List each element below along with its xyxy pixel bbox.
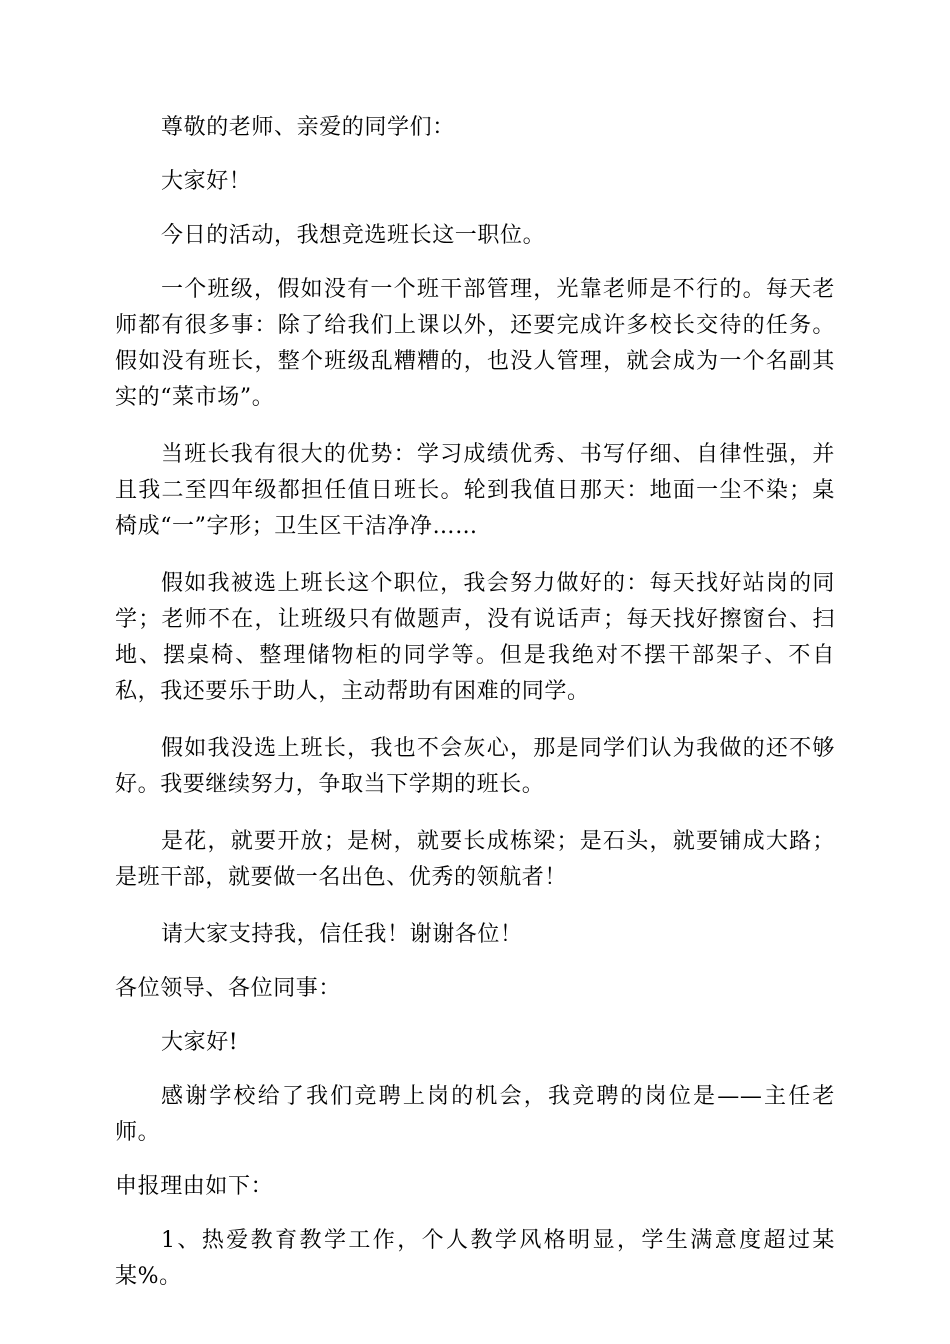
paragraph-if-not-elected: 假如我没选上班长，我也不会灰心，那是同学们认为我做的还不够好。我要继续努力，争取当下学期的班长。 bbox=[115, 736, 835, 797]
greeting: 大家好！ bbox=[161, 169, 252, 194]
salutation-colleagues: 各位领导、各位同事： bbox=[115, 976, 342, 1001]
paragraph-position: 感谢学校给了我们竞聘上岗的机会，我竞聘的岗位是——主任老师。 bbox=[115, 1084, 835, 1145]
document-body bbox=[115, 110, 835, 1295]
paragraph-class-management: 一个班级，假如没有一个班干部管理，光靠老师是不行的。每天老师都有很多事：除了给我们上课以外，还要完成许多校长交待的任务。假如没有班长，整个班级乱糟糟的，也没人管理，就会成为一个名副其实的“菜市场”。 bbox=[115, 277, 835, 410]
paragraph-reason-1: 1、热爱教育教学工作，个人教学风格明显，学生满意度超过某某%。 bbox=[115, 1228, 835, 1289]
salutation-students: 尊敬的老师、亲爱的同学们： bbox=[161, 115, 455, 140]
paragraph-if-elected: 假如我被选上班长这个职位，我会努力做好的：每天找好站岗的同学；老师不在，让班级只有做题声，没有说话声；每天找好擦窗台、扫地、摆桌椅、整理储物柜的同学等。但是我绝对不摆干部架子、不自私，我还要乐于助人，主动帮助有困难的同学。 bbox=[115, 571, 835, 704]
greeting-colleagues: 大家好! bbox=[161, 1030, 239, 1055]
paragraph-reasons-heading: 申报理由如下： bbox=[115, 1174, 274, 1199]
paragraph-metaphor: 是花，就要开放；是树，就要长成栋梁；是石头，就要铺成大路；是班干部，就要做一名出色、优秀的领航者！ bbox=[115, 829, 835, 890]
paragraph-intent: 今日的活动，我想竞选班长这一职位。 bbox=[161, 223, 546, 248]
paragraph-thanks: 请大家支持我，信任我！谢谢各位！ bbox=[161, 922, 523, 947]
paragraph-advantages: 当班长我有很大的优势：学习成绩优秀、书写仔细、自律性强，并且我二至四年级都担任值日班长。轮到我值日那天：地面一尘不染；桌椅成“一”字形；卫生区干洁净净…… bbox=[115, 442, 835, 539]
